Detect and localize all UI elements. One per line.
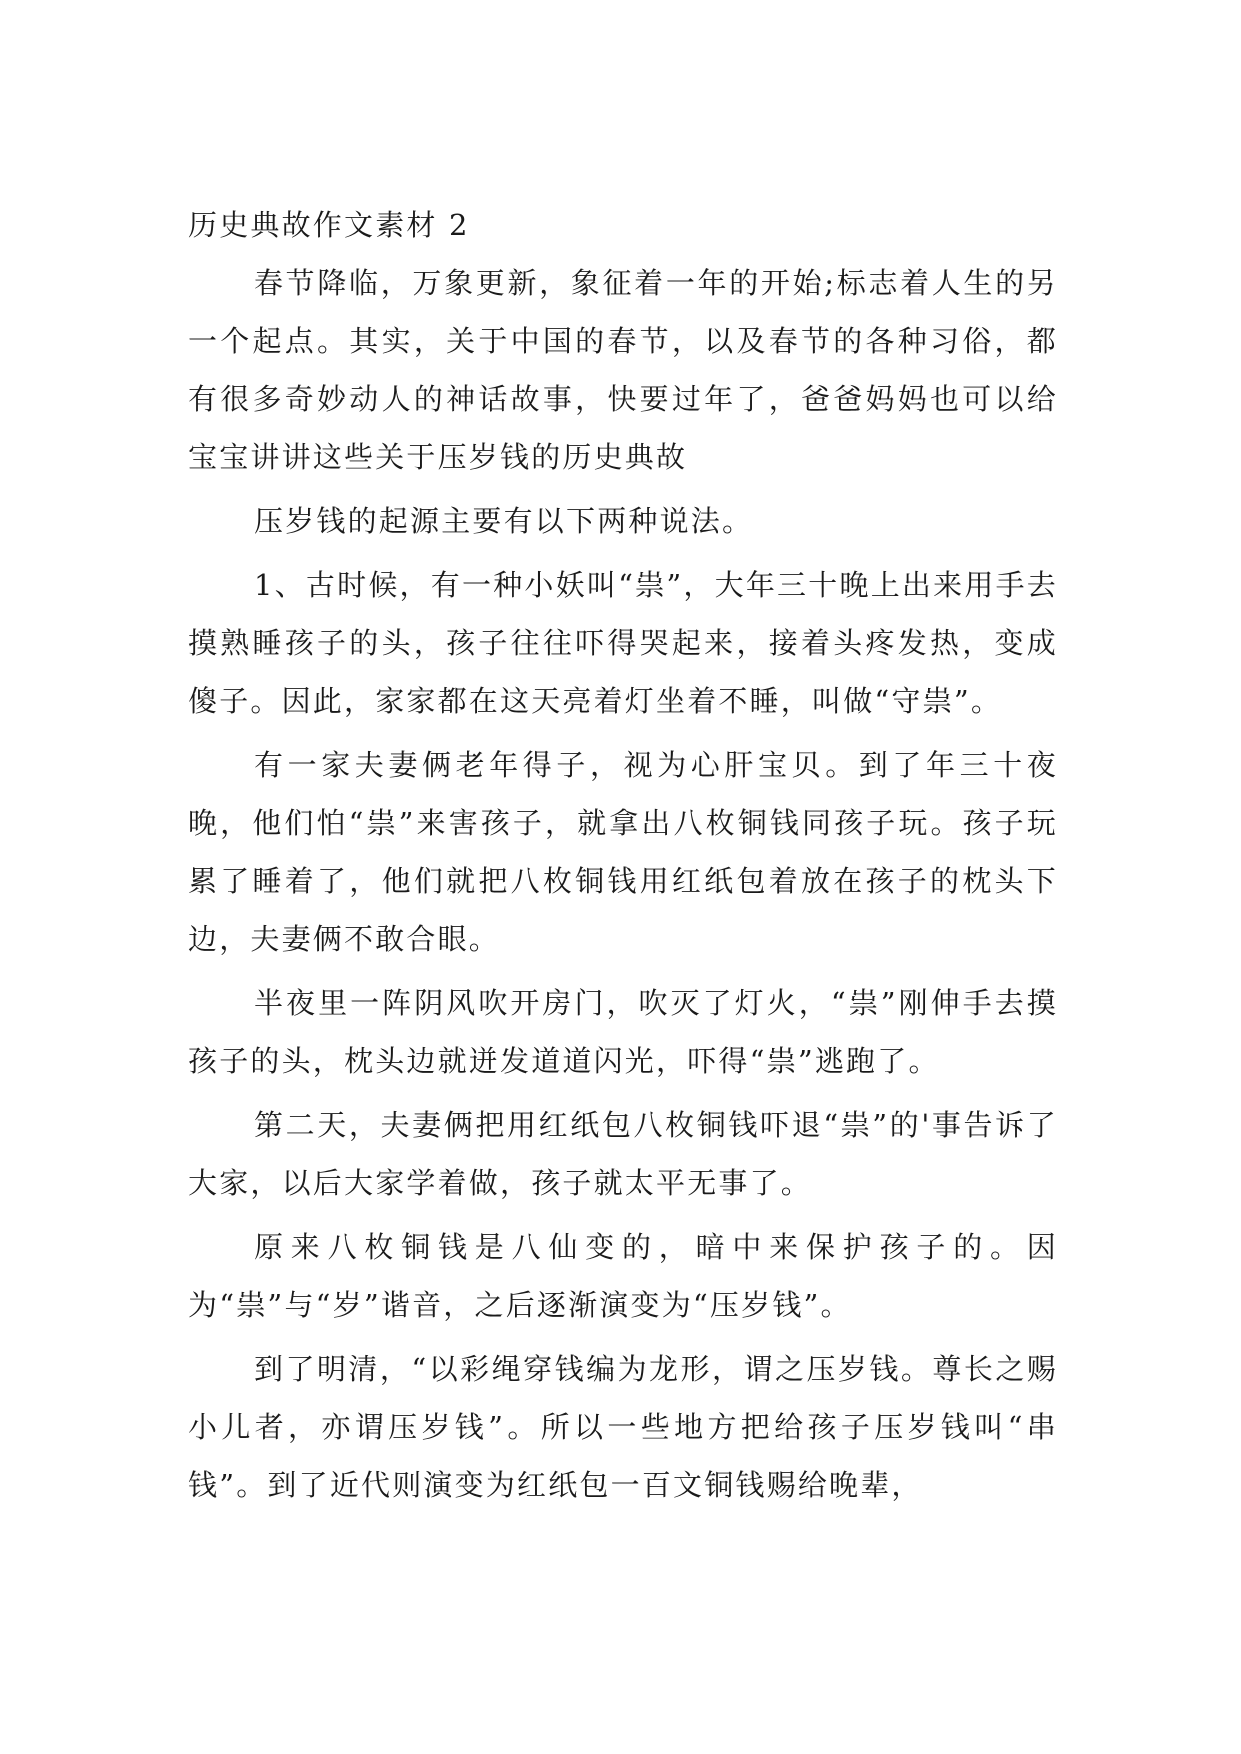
paragraph-ming-qing: 到了明清，“以彩绳穿钱编为龙形，谓之压岁钱。尊长之赐小儿者，亦谓压岁钱”。所以一些地方把给孩子压岁钱叫“串钱”。到了近代则演变为红纸包一百文铜钱赐给晚辈， bbox=[188, 1352, 1058, 1502]
paragraph-couple: 有一家夫妻俩老年得子，视为心肝宝贝。到了年三十夜晚，他们怕“祟”来害孩子，就拿出八枚铜钱同孩子玩。孩子玩累了睡着了，他们就把八枚铜钱用红纸包着放在孩子的枕头下边，夫妻俩不敢合眼。 bbox=[188, 748, 1058, 956]
paragraph-eight-immortals: 原来八枚铜钱是八仙变的，暗中来保护孩子的。因为“祟”与“岁”谐音，之后逐渐演变为“压岁钱”。 bbox=[188, 1230, 1058, 1322]
paragraph-origins: 压岁钱的起源主要有以下两种说法。 bbox=[254, 504, 754, 538]
paragraph-intro: 春节降临，万象更新，象征着一年的开始;标志着人生的另一个起点。其实，关于中国的春节，以及春节的各种习俗，都有很多奇妙动人的神话故事，快要过年了，爸爸妈妈也可以给宝宝讲讲这些关于压岁钱的历史典故 bbox=[188, 266, 1058, 474]
paragraph-midnight: 半夜里一阵阴风吹开房门，吹灭了灯火，“祟”刚伸手去摸孩子的头，枕头边就迸发道道闪光，吓得“祟”逃跑了。 bbox=[188, 986, 1058, 1078]
document-title: 历史典故作文素材 2 bbox=[188, 208, 470, 242]
document-page bbox=[188, 196, 1058, 1520]
paragraph-next-day: 第二天，夫妻俩把用红纸包八枚铜钱吓退“祟”的'事告诉了大家，以后大家学着做，孩子就太平无事了。 bbox=[188, 1108, 1058, 1200]
paragraph-legend-sui: 1、古时候，有一种小妖叫“祟”，大年三十晚上出来用手去摸熟睡孩子的头，孩子往往吓得哭起来，接着头疼发热，变成傻子。因此，家家都在这天亮着灯坐着不睡，叫做“守祟”。 bbox=[188, 568, 1058, 718]
